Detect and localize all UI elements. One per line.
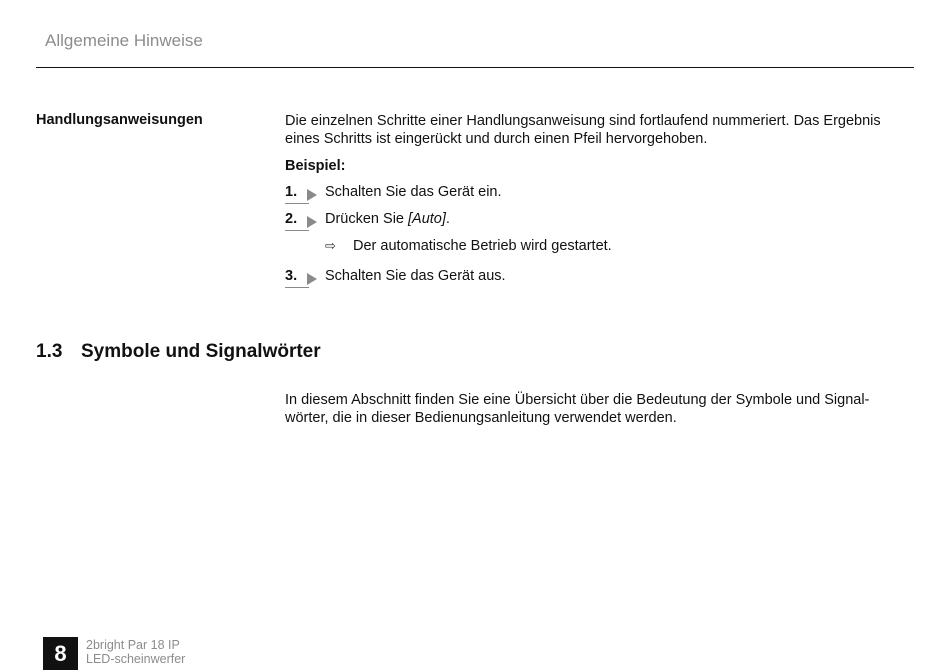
step-number: 3. xyxy=(285,268,298,284)
step-underline xyxy=(285,203,309,204)
step-text: Schalten Sie das Gerät ein. xyxy=(325,184,502,200)
section-heading xyxy=(36,341,321,363)
step-arrow-icon xyxy=(307,273,317,285)
section-body-line-1: In diesem Abschnitt finden Sie eine Übersicht über die Bedeutung der Symbole und Signal- xyxy=(285,392,870,408)
footer-product-line-2: LED-scheinwerfer xyxy=(86,652,186,666)
intro-line-2: eines Schritts ist eingerückt und durch einen Pfeil hervorgehoben. xyxy=(285,131,708,147)
side-label-handlungsanweisungen: Handlungsanweisungen xyxy=(36,112,203,128)
step-text-post: . xyxy=(445,211,450,227)
section-title: Symbole und Signalwörter xyxy=(81,341,321,362)
step-arrow-icon xyxy=(307,216,317,228)
step-text-key: [Auto] xyxy=(408,211,446,227)
step-underline xyxy=(285,287,309,288)
header-rule xyxy=(36,67,914,68)
section-number: 1.3 xyxy=(36,341,63,362)
step-text: Schalten Sie das Gerät aus. xyxy=(325,268,506,284)
instructions-intro xyxy=(285,112,910,148)
running-header: Allgemeine Hinweise xyxy=(45,31,203,50)
step-text-pre: Drücken Sie xyxy=(325,211,409,227)
step-arrow-icon xyxy=(307,189,317,201)
intro-line-1: Die einzelnen Schritte einer Handlungsanweisung sind fortlaufend nummeriert. Das Ergebnis xyxy=(285,113,881,129)
footer-product-line-1: 2bright Par 18 IP xyxy=(86,638,180,652)
step-text xyxy=(325,211,450,227)
step-number: 1. xyxy=(285,184,298,200)
result-arrow-icon: ⇨ xyxy=(325,238,336,253)
step-number: 2. xyxy=(285,211,298,227)
footer-product xyxy=(86,638,185,666)
section-body xyxy=(285,391,910,427)
result-text: Der automatische Betrieb wird gestartet. xyxy=(353,238,612,254)
step-underline xyxy=(285,230,309,231)
section-body-line-2: wörter, die in dieser Bedienungsanleitung verwendet werden. xyxy=(285,410,677,426)
page-number: 8 xyxy=(43,637,78,670)
example-label: Beispiel: xyxy=(285,158,346,174)
